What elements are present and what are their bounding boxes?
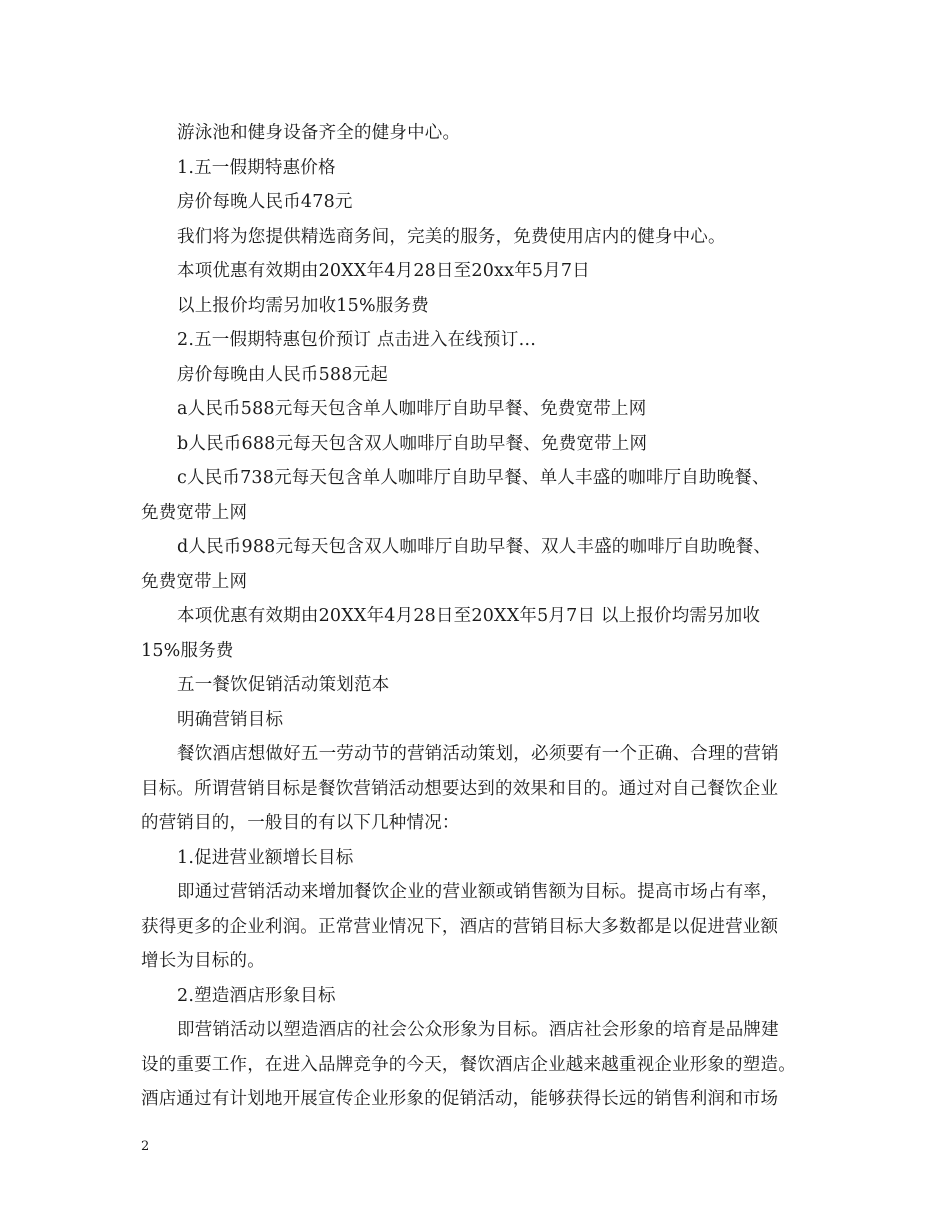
text-line: 1.促进营业额增长目标 — [177, 847, 354, 868]
text-line: a人民币588元每天包含单人咖啡厅自助早餐、免费宽带上网 — [177, 399, 647, 419]
text-line: 的营销目的，一般目的有以下几种情况： — [141, 813, 460, 833]
text-line: 1.五一假期特惠价格 — [177, 157, 336, 178]
text-line: 即营销活动以塑造酒店的社会公众形象为目标。酒店社会形象的培育是品牌建 — [177, 1020, 779, 1040]
text-line: 我们将为您提供精选商务间，完美的服务，免费使用店内的健身中心。 — [177, 226, 726, 247]
text-line: 房价每晚人民币478元 — [177, 192, 353, 212]
text-line: d人民币988元每天包含双人咖啡厅自助早餐、双人丰盛的咖啡厅自助晚餐、 — [177, 537, 772, 557]
text-line: c人民币738元每天包含单人咖啡厅自助早餐、单人丰盛的咖啡厅自助晚餐、 — [177, 468, 770, 488]
text-line: 免费宽带上网 — [141, 502, 248, 523]
text-line: 目标。所谓营销目标是餐饮营销活动想要达到的效果和目的。通过对自己餐饮企业 — [141, 778, 779, 799]
text-line: 2.五一假期特惠包价预订 点击进入在线预订… — [177, 330, 537, 350]
text-line: 明确营销目标 — [177, 709, 284, 730]
text-line: 本项优惠有效期由20XX年4月28日至20XX年5月7日 以上报价均需另加收 — [177, 606, 761, 626]
text-line: 以上报价均需另加收15%服务费 — [177, 295, 429, 316]
text-line: 2.塑造酒店形象目标 — [177, 985, 336, 1006]
text-line: 免费宽带上网 — [141, 571, 248, 592]
text-line: 获得更多的企业利润。正常营业情况下，酒店的营销目标大多数都是以促进营业额 — [141, 916, 779, 937]
text-line: 房价每晚由人民币588元起 — [177, 364, 389, 385]
text-line: 餐饮酒店想做好五一劳动节的营销活动策划，必须要有一个正确、合理的营销 — [177, 744, 779, 764]
text-line: 酒店通过有计划地开展宣传企业形象的促销活动，能够获得长远的销售利润和市场 — [141, 1089, 779, 1109]
page-number: 2 — [141, 1139, 150, 1154]
text-line: 15%服务费 — [141, 640, 234, 661]
text-line: 增长为目标的。 — [141, 951, 265, 971]
text-line: 游泳池和健身设备齐全的健身中心。 — [177, 123, 461, 143]
text-line: 即通过营销活动来增加餐饮企业的营业额或销售额为目标。提高市场占有率， — [177, 882, 779, 902]
text-line: 五一餐饮促销活动策划范本 — [177, 675, 390, 695]
text-line: 设的重要工作，在进入品牌竞争的今天，餐饮酒店企业越来越重视企业形象的塑造。 — [141, 1054, 796, 1075]
text-line: 本项优惠有效期由20XX年4月28日至20xx年5月7日 — [177, 261, 590, 281]
document-body — [141, 116, 831, 1117]
text-line: b人民币688元每天包含双人咖啡厅自助早餐、免费宽带上网 — [177, 433, 648, 454]
